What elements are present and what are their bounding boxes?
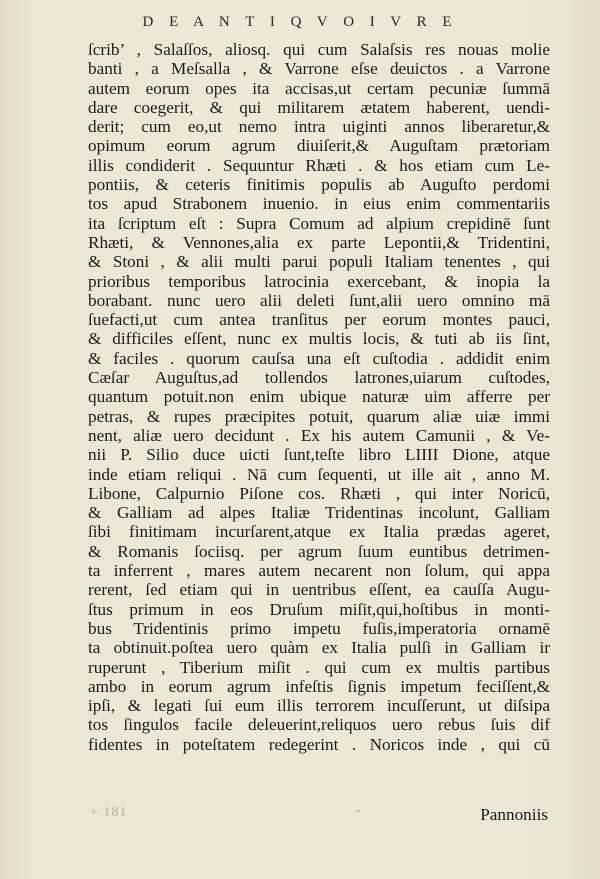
- text-line: rerent, ſed etiam qui in uentribus eſſent, ea cauſſa Augu-: [88, 580, 550, 600]
- text-line: ſibi finitimam incurſarent,atque ex Italia prædas ageret,: [88, 522, 550, 542]
- text-line: ruperunt , Tiberium miſit . qui cum ex multis partibus: [88, 657, 550, 677]
- text-line: prioribus temporibus latrocinia exercebant, & inopia la: [88, 271, 550, 291]
- text-line: banti , a Meſsalla , & Varrone eſse deuictos . a Varrone: [88, 59, 550, 79]
- text-line: ſcrib’ , Salaſſos, aliosq. qui cum Salaſsis res nouas molie: [88, 40, 550, 59]
- text-line: tos ſingulos facile deleuerint,reliquos uero rebus ſuis dif: [88, 715, 550, 735]
- text-line: derit; cum eo,ut nemo intra uiginti annos liberaretur,&: [88, 117, 550, 137]
- text-line: autem eorum opes ita accisas,ut certam pecuniæ ſummā: [88, 78, 550, 98]
- text-line: tos apud Strabonem inuenio. in eius enim commentariis: [88, 194, 550, 214]
- text-line: illis condiderit . Sequuntur Rhæti . & hos etiam cum Le-: [88, 155, 550, 175]
- text-line: Cæſar Auguſtus,ad tollendos latrones,uiarum cuſtodes,: [88, 368, 550, 388]
- running-head: D E A N T I Q V O I V R E: [142, 14, 458, 30]
- text-line: borabant. nunc uero alii deleti ſunt,alii uero omnino mā: [88, 290, 550, 310]
- text-line: Rhæti, & Vennones,alia ex parte Lepontii,& Tridentini,: [88, 232, 550, 252]
- text-line: fidentes in poteſtatem redegerint . Noricos inde , qui cū: [88, 734, 550, 754]
- text-line: nii P. Silio duce uicti ſunt,teſte libro LIIII Dione, atque: [88, 445, 550, 465]
- text-line: ta obtinuit.poſtea uero quàm ex Italia pulſi in Galliam ir: [88, 638, 550, 658]
- text-line: ambo in eorum agrum infeſtis ſignis impetum feciſſent,&: [88, 676, 550, 696]
- page-footer: [88, 805, 550, 825]
- text-line: bus Tridentinis primo impetu fuſis,imperatoria ornamē: [88, 618, 550, 638]
- text-line: & Stoni , & alii multi parui populi Italiam tenentes , qui: [88, 252, 550, 272]
- text-line: ſtus primum in eos Druſum miſit,qui,hoſtibus in monti-: [88, 599, 550, 619]
- catchword: Pannoniis: [480, 805, 548, 824]
- text-line: ipſi, & legati ſui eum illis terrorem incuſſerunt, ut diſsipa: [88, 696, 550, 716]
- text-line: quantum potuit.non enim ubique naturæ uim afferre per: [88, 387, 550, 407]
- text-line: dare coegerit, & qui militarem ætatem haberent, uendi-: [88, 97, 550, 117]
- text-line: petras, & rupes præcipites potuit, quarum aliæ uiæ immi: [88, 406, 550, 426]
- body-text: [88, 40, 550, 754]
- text-line: opimum eorum agrum diuiſerit,& Auguſtam prætoriam: [88, 136, 550, 156]
- text-line: & difficiles eſſent, nunc ex multis locis, & tuti ab iis ſint,: [88, 329, 550, 349]
- text-line: ta inferrent , mares autem necarent non ſolum, qui appa: [88, 561, 550, 581]
- text-line: & Romanis ſociisq. per agrum ſuum euntibus detrimen-: [88, 541, 550, 561]
- text-line: ita ſcriptum eſt : Supra Comum ad alpium crepidinē ſunt: [88, 213, 550, 233]
- signature-dot: ·: [356, 805, 361, 820]
- text-line: Libone, Calpurnio Piſone cos. Rhæti , qui inter Noricū,: [88, 483, 550, 503]
- text-line: & Galliam ad alpes Italiæ Tridentinas incolunt, Galliam: [88, 503, 550, 523]
- folio-number: + 181: [90, 805, 128, 820]
- text-line: & faciles . quorum cauſsa una eſt cuſtodia . addidit enim: [88, 348, 550, 368]
- text-line: pontiis, & ceteris finitimis populis ab Auguſto perdomi: [88, 175, 550, 195]
- text-line: nent, aliæ uero decidunt . Ex his autem Camunii , & Ve-: [88, 425, 550, 445]
- text-line: ſuefacti,ut cum antea tranſitus per eorum montes pauci,: [88, 310, 550, 330]
- text-line: inde etiam reliqui . Nā cum ſequenti, ut ille ait , anno M.: [88, 464, 550, 484]
